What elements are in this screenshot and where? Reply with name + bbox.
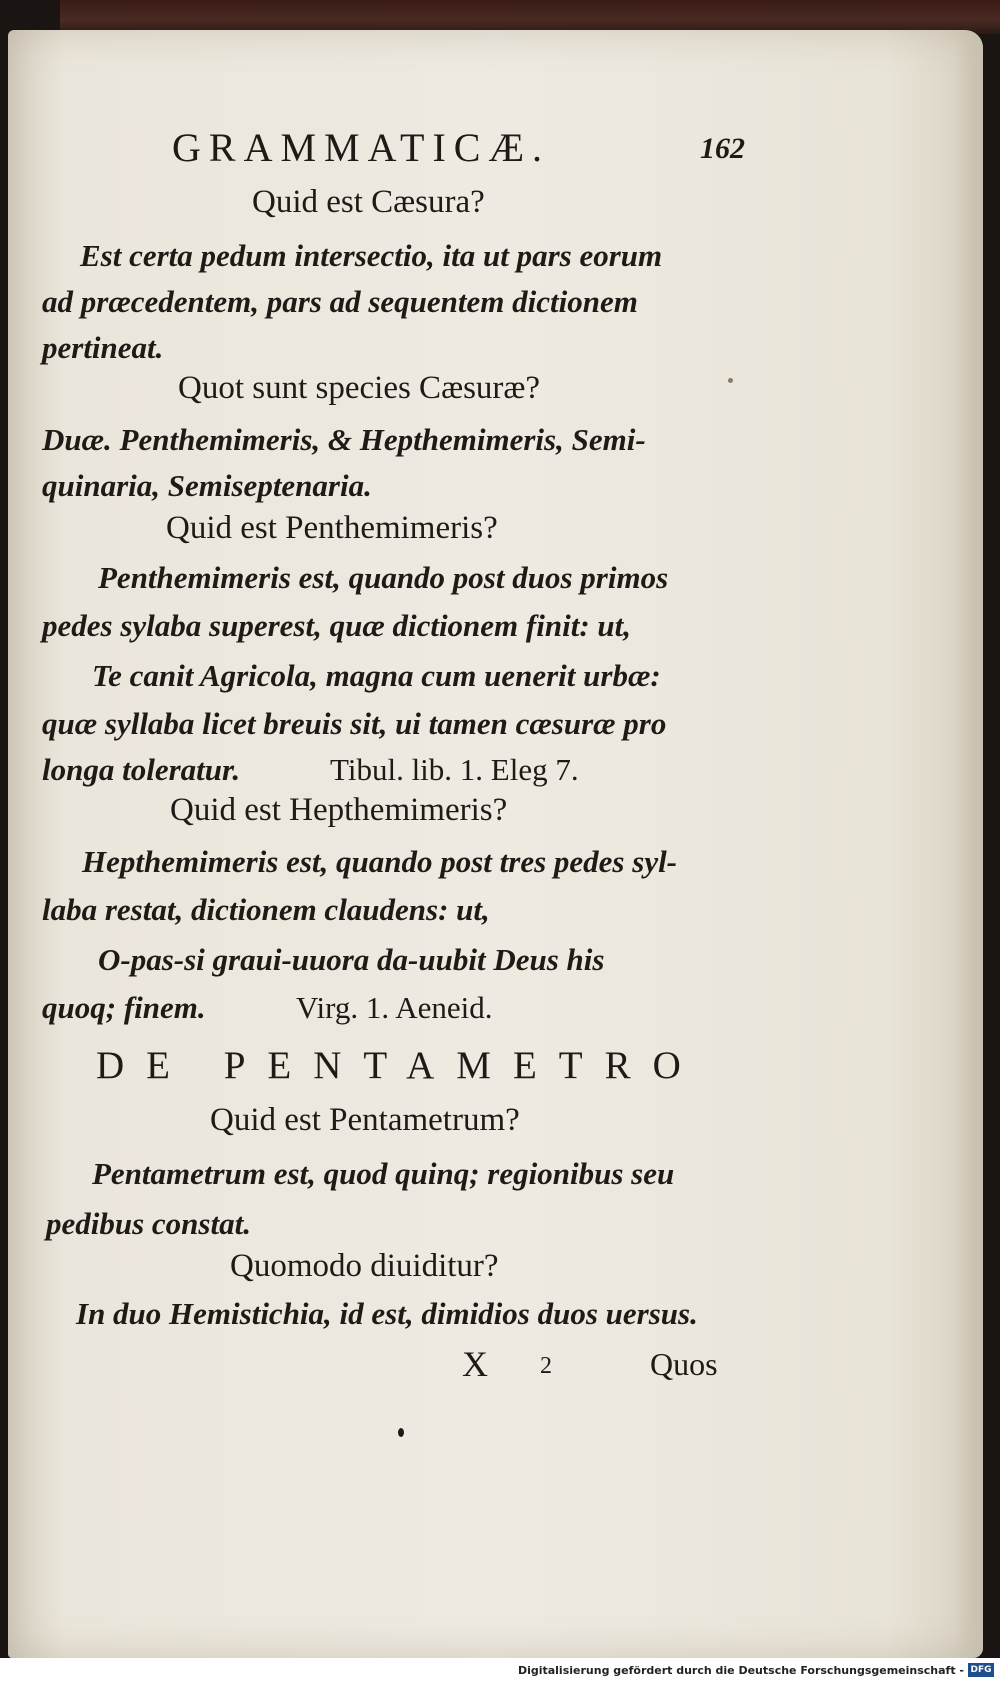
paper-speck (728, 378, 733, 383)
text-line: laba restat, dictionem claudens: ut, (42, 892, 490, 927)
ink-spot (398, 1428, 404, 1437)
funding-credit: Digitalisierung gefördert durch die Deutsche Forschungsgemeinschaft - (517, 1664, 964, 1677)
question-line: Quot sunt species Cæsuræ? (178, 370, 541, 406)
question-line: Quid est Penthemimeris? (166, 510, 498, 546)
text-line: longa toleratur. (42, 752, 241, 787)
text-line: quæ syllaba licet breuis sit, ui tamen cæsuræ pro (42, 706, 667, 741)
question-line: Quid est Pentametrum? (210, 1102, 520, 1138)
source-citation: Tibul. lib. 1. Eleg 7. (330, 752, 579, 787)
text-line: quoq; finem. (42, 990, 206, 1025)
catchword: Quos (650, 1346, 718, 1382)
page-edge-shadow (955, 30, 983, 1658)
verse-quotation: O-pas-si graui-uuora da-uubit Deus his (98, 942, 605, 977)
signature-number: 2 (540, 1353, 552, 1379)
text-line: pedibus constat. (46, 1206, 251, 1241)
source-citation: Virg. 1. Aeneid. (296, 990, 493, 1025)
text-line: Est certa pedum intersectio, ita ut pars eorum (80, 238, 663, 273)
text-line: pertineat. (42, 330, 164, 365)
page-number: 162 (700, 132, 745, 165)
text-line: Penthemimeris est, quando post duos primos (98, 560, 669, 595)
dfg-logo-icon: DFG (968, 1663, 994, 1677)
question-line: Quid est Cæsura? (252, 184, 485, 220)
text-line: pedes sylaba superest, quæ dictionem finit: ut, (42, 608, 631, 643)
text-line: quinaria, Semiseptenaria. (42, 468, 372, 503)
text-line: In duo Hemistichia, id est, dimidios duos uersus. (76, 1296, 698, 1331)
signature-mark: X (462, 1344, 488, 1384)
text-line: Duæ. Penthemimeris, & Hepthemimeris, Semi- (42, 422, 646, 457)
section-heading: DE PENTAMETRO (96, 1044, 703, 1087)
question-line: Quid est Hepthemimeris? (170, 792, 508, 828)
running-head: GRAMMATICÆ. (172, 125, 551, 170)
text-line: Pentametrum est, quod quinq; regionibus seu (92, 1156, 675, 1191)
verse-quotation: Te canit Agricola, magna cum uenerit urbæ: (92, 658, 661, 693)
book-binding-edge (60, 0, 1000, 34)
footer-bar (0, 1658, 1000, 1686)
text-line: ad præcedentem, pars ad sequentem dictionem (42, 284, 638, 319)
text-line: Hepthemimeris est, quando post tres pedes syl- (82, 844, 678, 879)
question-line: Quomodo diuiditur? (230, 1248, 499, 1284)
